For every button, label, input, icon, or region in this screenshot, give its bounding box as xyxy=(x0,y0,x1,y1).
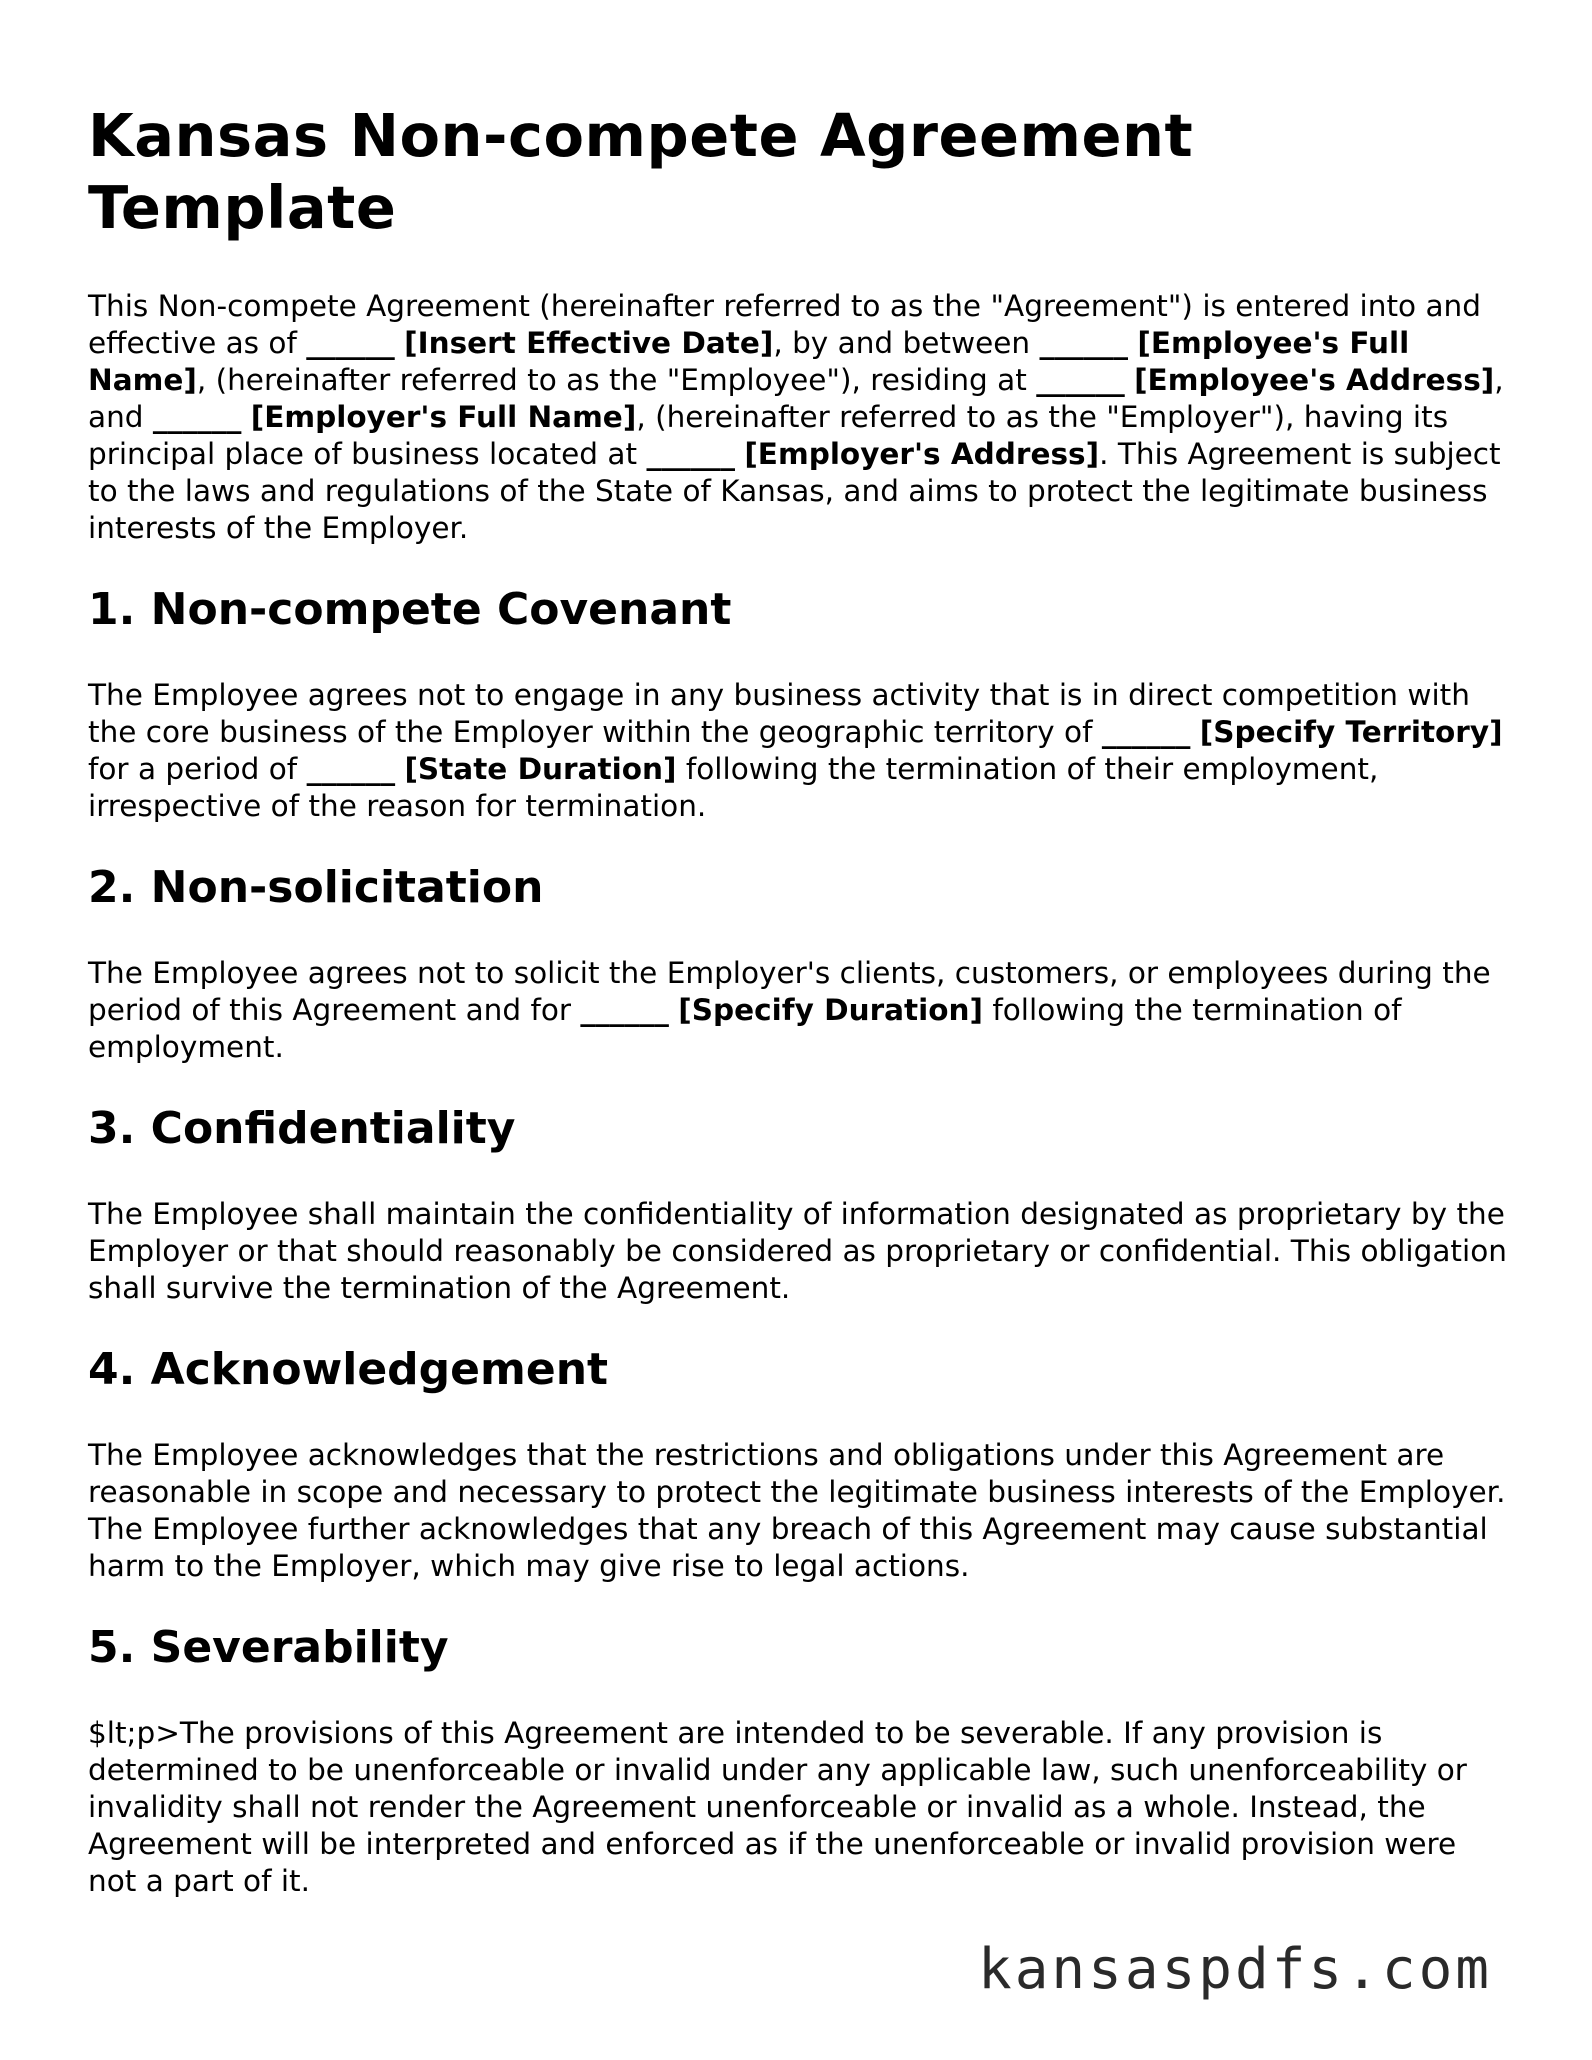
placeholder-employer-address: [Employer's Address] xyxy=(744,437,1100,471)
section-text: following the termination of their employment, irrespective of the reason for termination. xyxy=(88,752,1379,823)
placeholder-duration: [State Duration] xyxy=(404,752,677,786)
blank-line: ______ xyxy=(646,437,735,471)
placeholder-employee-address: [Employee's Address] xyxy=(1134,363,1495,397)
section-body: $lt;p>The provisions of this Agreement are intended to be severable. If any provision is determined to be unenforceable or invalid under any applicable law, such unenforceability or invalidity shall not render the Agreement unenforceable or invalid as a whole. Instead, the Agreement will be interpreted and enforced as if the unenforceable or invalid provision were not a part of it. xyxy=(88,1716,1467,1898)
section-non-solicitation xyxy=(88,861,1508,1066)
section-confidentiality xyxy=(88,1102,1508,1307)
section-heading: 3. Confidentiality xyxy=(88,1103,516,1154)
section-heading: 2. Non-solicitation xyxy=(88,862,544,913)
blank-line: ______ xyxy=(152,400,242,434)
blank-line: ______ xyxy=(1036,363,1125,397)
placeholder-effective-date: [Insert Effective Date] xyxy=(404,326,774,360)
intro-text: , (hereinafter referred to as the "Employee"), residing at xyxy=(196,363,1037,397)
section-body: The Employee acknowledges that the restrictions and obligations under this Agreement are reasonable in scope and necessary to protect the legitimate business interests of the Employer. The Employee further acknowledges that any breach of this Agreement may cause substantial harm to the Employer, which may give rise to legal actions. xyxy=(88,1438,1506,1583)
intro-text: , and xyxy=(88,363,1504,434)
section-non-compete xyxy=(88,583,1508,825)
intro-text: This Non-compete Agreement (hereinafter referred to as the "Agreement") is entered into and effective as of xyxy=(88,289,1481,360)
blank-line: ______ xyxy=(306,752,396,786)
intro-text: . This Agreement is subject to the laws and regulations of the State of Kansas, and aims to protect the legitimate business interests of the Employer. xyxy=(88,437,1501,545)
blank-line: ______ xyxy=(1101,715,1191,749)
section-text: The Employee agrees not to solicit the Employer's clients, customers, or employees during the period of this Agreement and for xyxy=(88,956,1491,1027)
placeholder-employee-name: [Employee's Full Name] xyxy=(88,326,1410,397)
blank-line: ______ xyxy=(580,993,669,1027)
section-body xyxy=(88,955,1508,1066)
section-acknowledgement xyxy=(88,1343,1508,1585)
section-text: The Employee agrees not to engage in any business activity that is in direct competition with the core business of the Employer within the geographic territory of xyxy=(88,678,1470,749)
intro-paragraph xyxy=(88,288,1508,547)
document-title: Kansas Non-compete Agreement Template xyxy=(88,101,1194,242)
placeholder-territory: [Specify Territory] xyxy=(1199,715,1503,749)
section-severability xyxy=(88,1621,1508,1900)
document-page xyxy=(88,100,1508,1936)
placeholder-employer-name: [Employer's Full Name] xyxy=(250,400,637,434)
blank-line: ______ xyxy=(306,326,395,360)
watermark: kansaspdfs.com xyxy=(978,1937,1493,2002)
section-body xyxy=(88,677,1508,825)
section-body: The Employee shall maintain the confidentiality of information designated as proprietary by the Employer or that should reasonably be considered as proprietary or confidential. This obligation shall survive the termination of the Agreement. xyxy=(88,1197,1507,1305)
section-heading: 5. Severability xyxy=(88,1622,449,1673)
placeholder-duration: [Specify Duration] xyxy=(678,993,983,1027)
section-heading: 1. Non-compete Covenant xyxy=(88,584,732,635)
intro-text: , by and between xyxy=(773,326,1040,360)
section-text: following the termination of employment. xyxy=(88,993,1402,1064)
section-text: for a period of xyxy=(88,752,307,786)
section-heading: 4. Acknowledgement xyxy=(88,1344,609,1395)
intro-text: , (hereinafter referred to as the "Employer"), having its principal place of business located at xyxy=(88,400,1449,471)
blank-line: ______ xyxy=(1039,326,1128,360)
